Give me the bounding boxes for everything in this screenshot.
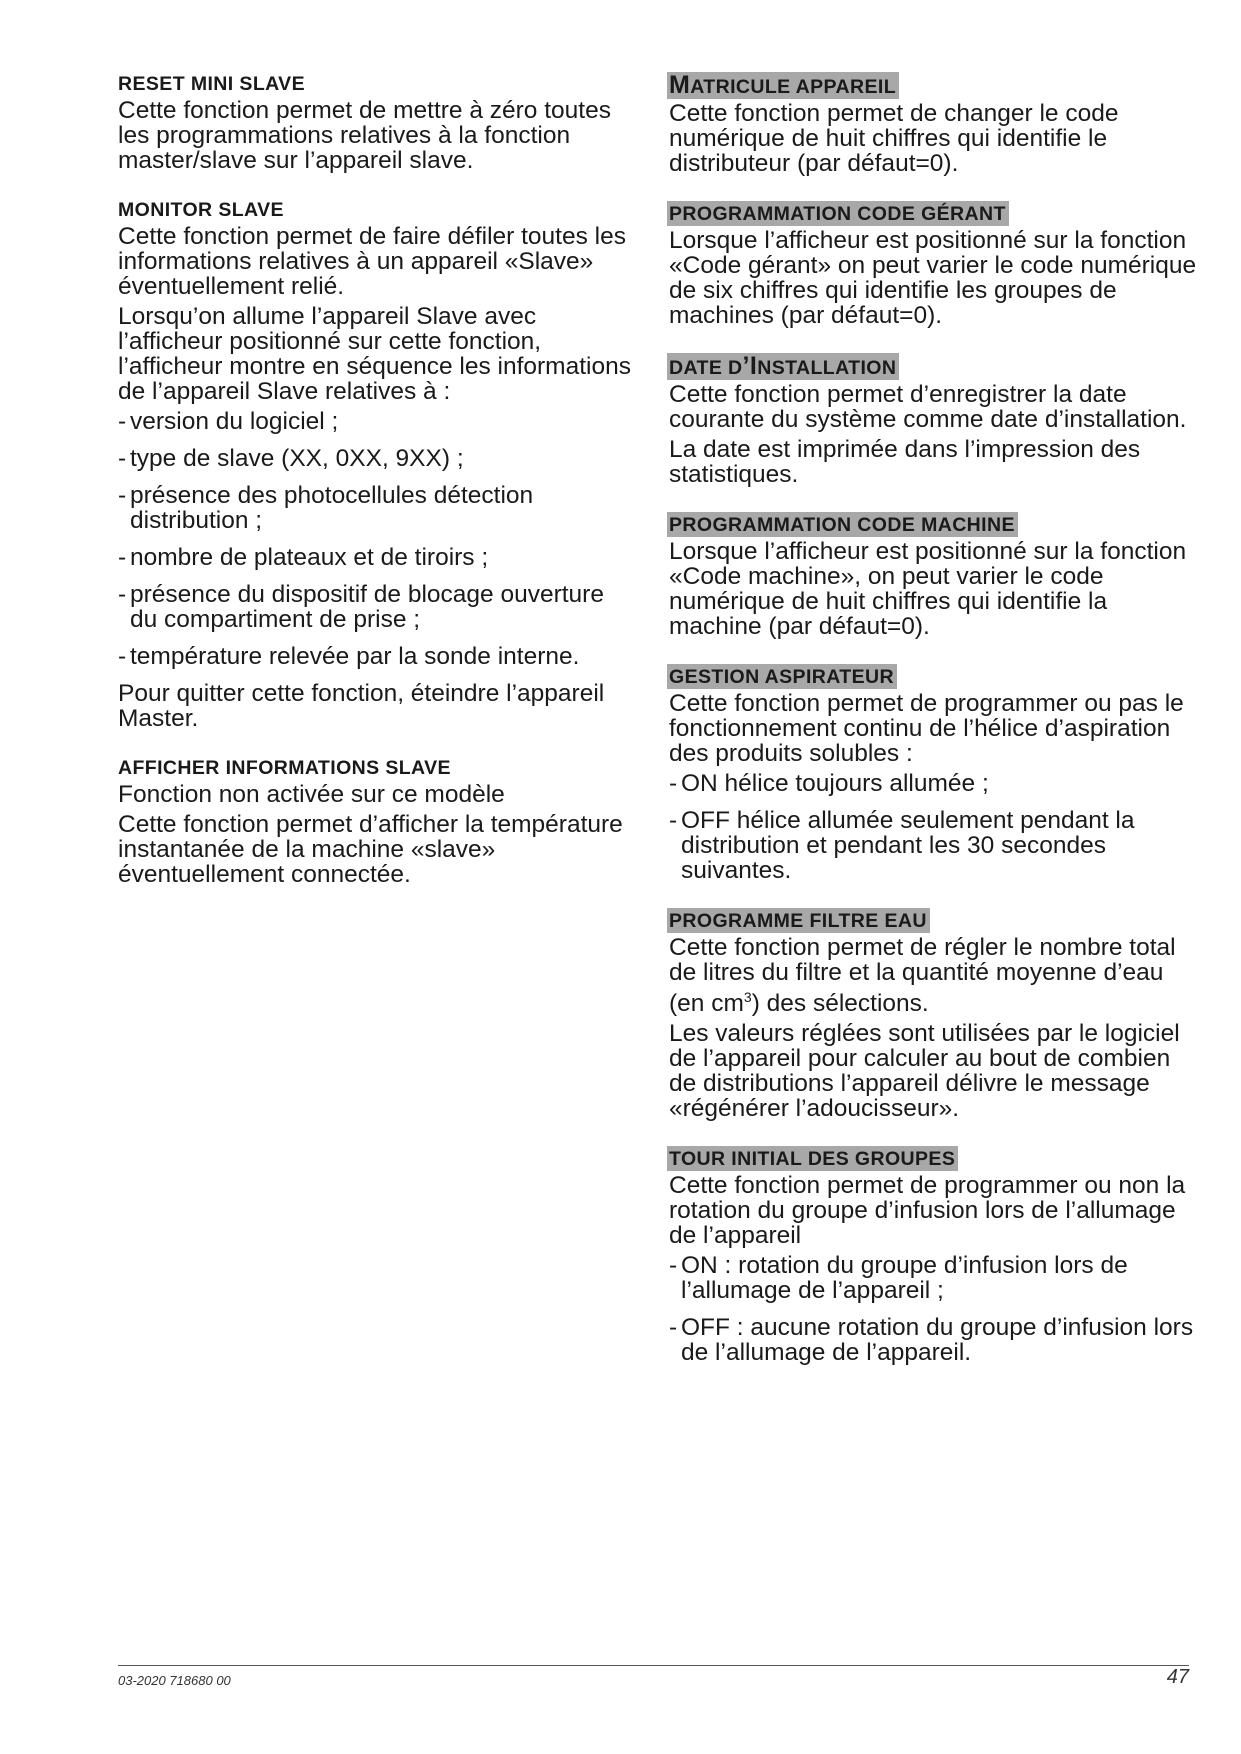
paragraph: Cette fonction permet de faire défiler toutes les informations relatives à un appareil «Slave» éventuellement relié. — [118, 223, 626, 300]
paragraph: Cette fonction permet de programmer ou pas le fonctionnement continu de l’hélice d’aspiration des produits solubles : — [669, 690, 1184, 767]
section-title: DATE D’INSTALLATION — [667, 353, 899, 380]
paragraph: Cette fonction permet de régler le nombre total de litres du filtre et la quantité moyenne d’eau (en $cm^3$) des sélections. — [669, 934, 1176, 1018]
list-item: - présence des photocellules détection distribution ; — [118, 482, 534, 534]
section-date-installation — [669, 353, 1199, 487]
section-title: TOUR INITIAL DES GROUPES — [667, 1146, 958, 1171]
paragraph: Pour quitter cette fonction, éteindre l’appareil Master. — [118, 680, 605, 732]
paragraph: Cette fonction permet de mettre à zéro toutes les programmations relatives à la fonction master/slave sur l’appareil slave. — [118, 97, 611, 174]
section-title: MATRICULE APPAREIL — [667, 72, 899, 99]
list-item: - OFF : aucune rotation du groupe d’infusion lors de l’allumage de l’appareil. — [669, 1314, 1194, 1367]
paragraph: Les valeurs réglées sont utilisées par le logiciel de l’appareil pour calculer au bout de combien de distributions l’appareil délivre le message «régénérer l’adoucisseur». — [669, 1020, 1180, 1123]
section-afficher-informations-slave — [118, 756, 638, 887]
right-column — [669, 72, 1199, 1390]
paragraph: Lorsque l’afficheur est positionné sur la fonction «Code machine», on peut varier le code numérique de huit chiffres qui identifie la machine (par défaut=0). — [669, 538, 1187, 640]
section-reset-mini-slave — [118, 72, 638, 173]
paragraph: Cette fonction permet de changer le code numérique de huit chiffres qui identifie le distributeur (par défaut=0). — [669, 100, 1119, 177]
section-monitor-slave — [118, 198, 638, 731]
paragraph: La date est imprimée dans l’impression des statistiques. — [669, 436, 1141, 488]
list-item: - température relevée par la sonde interne. — [118, 643, 580, 670]
list-item: - type de slave (XX, 0XX, 9XX) ; — [118, 445, 464, 472]
page-number: 47 — [1166, 1666, 1189, 1688]
section-title: PROGRAMMATION CODE GÉRANT — [667, 201, 1009, 226]
list-item: - ON hélice toujours allumée ; — [669, 770, 989, 797]
paragraph: Cette fonction permet d’enregistrer la date courante du système comme date d’installation. — [669, 381, 1187, 433]
document-code: 03-2020 718680 00 — [118, 1673, 231, 1688]
section-title: RESET MINI SLAVE — [118, 73, 305, 95]
paragraph: Lorsque l’afficheur est positionné sur la fonction «Code gérant» on peut varier le code numérique de six chiffres qui identifie les groupes de machines (par défaut=0). — [669, 227, 1197, 329]
section-title: MONITOR SLAVE — [118, 199, 284, 221]
section-title: PROGRAMMATION CODE MACHINE — [667, 512, 1018, 537]
list-item: - nombre de plateaux et de tiroirs ; — [118, 544, 489, 571]
section-matricule-appareil — [669, 72, 1199, 176]
section-tour-initial-des-groupes — [669, 1146, 1199, 1365]
list-item: - ON : rotation du groupe d’infusion lors de l’allumage de l’appareil ; — [669, 1252, 1128, 1305]
paragraph: Cette fonction permet d’afficher la température instantanée de la machine «slave» éventuellement connectée. — [118, 811, 623, 888]
section-title: AFFICHER INFORMATIONS SLAVE — [118, 757, 451, 779]
left-column — [118, 72, 638, 912]
section-title: PROGRAMME FILTRE EAU — [667, 908, 930, 933]
section-title: GESTION ASPIRATEUR — [667, 664, 897, 689]
paragraph: Fonction non activée sur ce modèle — [118, 781, 505, 808]
list-item: - présence du dispositif de blocage ouverture du compartiment de prise ; — [118, 581, 604, 633]
section-programme-filtre-eau — [669, 908, 1199, 1121]
section-programmation-code-machine — [669, 512, 1199, 639]
list-item: - OFF hélice allumée seulement pendant la distribution et pendant les 30 secondes suivantes. — [669, 807, 1135, 884]
footer-divider — [118, 1665, 1189, 1666]
list-item: - version du logiciel ; — [118, 408, 339, 435]
section-gestion-aspirateur — [669, 664, 1199, 883]
paragraph: Lorsqu’on allume l’appareil Slave avec l’afficheur positionné sur cette fonction, l’afficheur montre en séquence les informations de l’appareil Slave relatives à : — [118, 303, 631, 405]
section-programmation-code-gerant — [669, 201, 1199, 328]
paragraph: Cette fonction permet de programmer ou non la rotation du groupe d’infusion lors de l’allumage de l’appareil — [669, 1172, 1186, 1250]
